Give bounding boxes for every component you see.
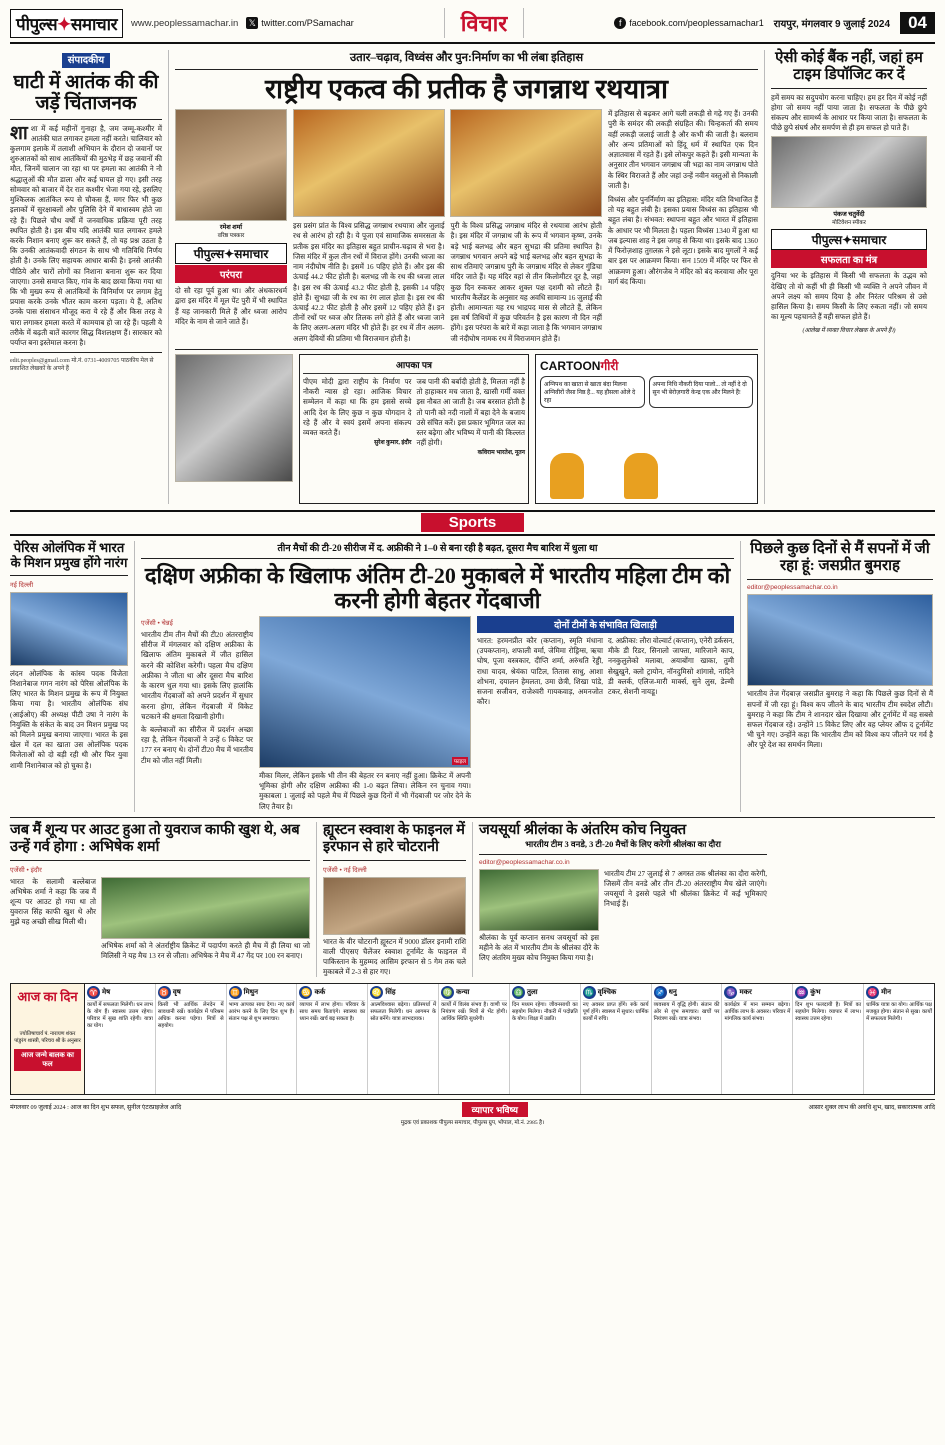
x-icon: 𝕏 <box>246 17 258 29</box>
lower-sports-row <box>10 817 935 978</box>
main-photo-row <box>293 109 602 217</box>
vyapar-tag: व्यापार भविष्य <box>462 1102 528 1117</box>
secondary-photo <box>175 354 293 482</box>
mini-logo: पीपुल्स✦समाचार <box>175 243 287 264</box>
aquarius-icon: ♒ <box>796 988 807 998</box>
tradition-block <box>175 243 287 283</box>
aries-text: कार्यों में सफलता मिलेगी। धन लाभ के योग हैं। स्वास्थ्य उत्तम रहेगा। परिवार में सुख शांति रहेगी। यात्रा का योग। <box>87 1002 153 1030</box>
cartoon-title-a: CARTOON <box>540 358 601 373</box>
sports-main-col1b: के बल्लेबाजों का सीरीज में प्रदर्शन अच्छा रहा है, लेकिन गेंदबाजों ने उन्हें 6 विकेट पर 177 रन बनाए थे। दोनों टी20 मैच में भारतीय टीम को जीत नहीं मिली। <box>141 725 253 765</box>
team-celebration-photo <box>259 616 471 768</box>
main-col-3: में इतिहास से बढ़कर आगे चली लकड़ी से गढ़े गए हैं। उनकी पुरी के समंदर की लकड़ी संग्रहित की। चिन्हकर्ता की समय वहीं लकड़ी जलाई जाती है और कभी की जाती है। बलराम और अन्य प्रतिमाओं को हिंदू धर्म में स्थापित एक दिन अज्ञातवास में रहते हैं। इसे लोकपुर कहते हैं। इसी मान्यता के अनुसार तीन भगवान जगन्नाथ जी भद्रा का नाम जगन्नाथ पोते के स्थिर विराजते हैं और जहां उन्हें नवीन वस्तुओं से निकाली जाती है। <box>608 110 758 190</box>
success-mantra-tag: सफलता का मंत्र <box>771 250 927 268</box>
lower-2-byline: एजेंसी • नई दिल्ली <box>323 866 367 874</box>
horoscope-title: आज का दिन <box>17 989 78 1005</box>
right-body-1: हमें समय का सदुपयोग करना चाहिए। हम हर दिन में कोई नहीं होगा जो समय नहीं पाया जाता है। सफलता के पीछे छुपे संकल्प और सामर्थ्य के आधार पर किया जाता है। सफलता के पीछे छुपे संघर्ष और समर्पण से ही हम सफल हो पाते हैं। <box>771 93 927 133</box>
horoscope-strip <box>10 983 935 1095</box>
bumrah-body: भारतीय तेज गेंदबाज़ जसप्रीत बुमराह ने कहा कि पिछले कुछ दिनों से मैं सपनों में जी रहा हूं। विश्व कप जीतने के बाद भारतीय टीम स्वदेश लौटी। बुमराह ने कहा कि टीम ने शानदार खेल दिखाया और टूर्नामेंट में वह सबसे सफल गेंदबाज रहे। उन्होंने 15 विकेट लिए और वह प्लेयर ऑफ द टूर्नामेंट भी चुने गए। उन्होंने कहा कि भारतीय टीम को विश्व कप जीतने पर गर्व है और पूरे देश का समर्थन मिला। <box>747 690 933 750</box>
lower-2-body: भारत के वीर चोटरानी ह्यूस्टन में 9000 डॉलर इनामी राशि वाली पीएसए चैलेंजर स्क्वाश टूर्नामेंट के फाइनल में पाकिस्तान के मुहम्मद आसिम इरफान से 5 गेम तक चले मुकाबले में 2-3 से हार गए। <box>323 937 466 977</box>
page-number: 04 <box>900 12 935 34</box>
website-url[interactable]: www.peoplessamachar.in <box>131 17 239 29</box>
sign-sagittarius[interactable] <box>652 984 723 1094</box>
rath-photo-2 <box>450 109 602 217</box>
lower-1-headline: जब मैं शून्य पर आउट हुआ तो युवराज काफी खुश थे, अब उन्हें गर्व होगा : अभिषेक शर्मा <box>10 821 300 855</box>
scorpio-icon: ♏ <box>584 988 595 998</box>
india-squad: भारत: हरमनप्रीत कौर (कप्तान), स्मृति मंधाना (उपकप्तान), शफाली वर्मा, जेमिमा रोड्रिग्स, ऋचा घोष, पूजा वस्त्रकार, दीप्ति शर्मा, अरुंधति रेड्डी, राधा यादव, श्रेयंका पाटिल, तितास साधु, आशा शोभना, दयालन हेमलता, उमा छेत्री, शिखा पांडे, सजना सजीवन, राजेश्वरी गायकवाड़, अमनजोत कौर। <box>477 637 603 707</box>
cartoon-box <box>535 354 758 504</box>
sign-leo[interactable] <box>368 984 439 1094</box>
sign-virgo[interactable] <box>439 984 510 1094</box>
sign-capricorn[interactable] <box>722 984 793 1094</box>
author-photo <box>175 109 287 221</box>
bumrah-photo <box>747 594 933 686</box>
sagittarius-text: व्यवसाय में वृद्धि होगी। संतान की ओर से शुभ समाचार। खर्चों पर नियंत्रण रखें। यात्रा संभव। <box>653 1002 720 1023</box>
lower-3-body2: भारतीय टीम 27 जुलाई से 7 अगस्त तक श्रीलंका का दौरा करेगी, जिसमें तीन वनडे और तीन टी-20 अंतरराष्ट्रीय मैच खेले जाएंगे। जयसूर्या ने इससे पहले भी श्रीलंका क्रिकेट में कई भूमिकाएं निभाई हैं। <box>604 869 767 909</box>
leo-text: आत्मविश्वास बढ़ेगा। प्रतिस्पर्धा में सफलता मिलेगी। धन आगमन के स्रोत बनेंगे। यात्रा लाभदायक। <box>370 1002 437 1023</box>
capricorn-icon: ♑ <box>725 988 736 998</box>
top-section <box>10 50 935 504</box>
cartoon-figure-2 <box>624 453 658 499</box>
right-column <box>764 50 927 504</box>
right-headline: ऐसी कोई बैंक नहीं, जहां हम टाइम डिपॉजिट कर दें <box>775 50 923 83</box>
sports-section-bar <box>10 510 935 536</box>
cancer-label: कर्क <box>314 988 326 997</box>
gemini-icon: ♊ <box>230 988 241 998</box>
page-footer <box>10 1099 935 1117</box>
letter-1-sign: सुरेश कुमार, इंदौर <box>374 440 412 447</box>
main-col-4: विध्वंस और पुनर्निर्माण का इतिहास: मंदिर यति विभाजित हैं तो यह बहुत लंबी है। इसका प्रयास विध्वंस का इतिहास भी बहुत लंबा है। संभवत: स्थापना बहुत और भारत में इतिहास के आधार पर भी मिलता है। पहला विध्वंस 1340 में हुआ था जब इल्यास शाह ने इस जगह से किया था। इसके बाद 1360 में फिरोज़शाह तुग़लक़ ने इसे लूटा। इसके बाद मुगलों ने कई बार इस पर आक्रमण किया। सन 1509 में मंदिर पर फिर से आक्रमण हुआ। औरंगजेब ने मंदिर को बंद करवाया और पूरा मार्ग बंद किया। <box>608 195 758 286</box>
facebook-link[interactable] <box>614 17 764 29</box>
author-name: रमेश शर्मा <box>219 224 243 232</box>
imprint-line: मुद्रक एवं प्रकाशक पीपुल्स समाचार, पीपुल्स ग्रुप, भोपाल, मो.नं. 2985 है। <box>400 1120 545 1127</box>
sign-gemini[interactable] <box>227 984 298 1094</box>
horoscope-cta[interactable]: आज जन्मे बालक का फल <box>14 1049 81 1071</box>
tradition-body: दो सौ रहा पूर्व हुआ था। और अंधकारधर्म द्वारा इस मंदिर में मूल पेंट पुरी में भी स्थापित हैं यह जानकारी मिले हैं और ध्वजा आरोप मंदिर के नाम से जाने जाते हैं। <box>175 287 287 326</box>
sign-libra[interactable] <box>510 984 581 1094</box>
sign-aries[interactable] <box>85 984 156 1094</box>
lower-3-subhead: भारतीय टीम 3 वनडे, 3 टी-20 मैचों के लिए करेगी श्रीलंका का दौरा <box>525 838 721 849</box>
editorial-dropcap: शा <box>10 122 28 144</box>
cartoon-title <box>536 355 757 376</box>
cartoon-figure-1 <box>550 453 584 499</box>
sports-section <box>10 541 935 812</box>
twitter-link[interactable] <box>246 17 354 29</box>
sagittarius-label: धनु <box>668 988 677 997</box>
taurus-label: वृष <box>172 988 181 997</box>
cartoon-title-b: गीरी <box>600 358 619 373</box>
pisces-icon: ♓ <box>867 988 878 998</box>
astrologer-note: ज्योतिषाचार्य पं. नारायण शंकर पांडुरंग शास्त्री, परिचय श्री के अनुसार <box>14 1031 81 1045</box>
bumrah-headline: पिछले कुछ दिनों से मैं सपनों में जी रहा हूं: जसप्रीत बुमराह <box>750 540 930 575</box>
letters-box <box>299 354 529 504</box>
facebook-handle: facebook.com/peoplessamachar1 <box>629 18 764 28</box>
gemini-text: भाग्य आपका साथ देगा। नए कार्य आरंभ करने के लिए दिन शुभ है। संतान पक्ष से शुभ समाचार। <box>228 1002 295 1023</box>
sign-pisces[interactable] <box>864 984 934 1094</box>
scorpio-label: वृश्चिक <box>597 988 617 997</box>
libra-icon: ♎ <box>513 988 524 998</box>
lower-story-3 <box>472 822 767 978</box>
bumrah-byline: editor@peoplessamachar.co.in <box>747 584 838 592</box>
virgo-icon: ♍ <box>442 988 453 998</box>
main-col-2: पुरी के विश्व प्रसिद्ध जगन्नाथ मंदिर से रथयात्रा आरंभ होती है। इस मंदिर में जगन्नाथ जी के रूप में भगवान कृष्ण, उनके बड़े भाई बलभद्र और बहन सुभद्रा की प्रतिमा स्थापित है। जगन्नाथ भगवान अपने बड़े भाई बलभद्र और बहन सुभद्रा के साथ रतिमाएं जगन्नाथ पुरी के जगन्नाथ मंदिर से लेकर गुंडिचा मंदिर जाते हैं। यह मंदिर वहां से तीन किलोमीटर दूर है, जहां कुछ दिन रुककर आकर शुक्ल पक्ष दशमी को लौटते हैं। भारतीय कैलेंडर के अनुसार यह अवधि सामान्य 16 जुलाई की होती। आमान्यतः यह रथ भाद्रपद मास से लौटते हैं, लेकिन इस वर्ष तिथियों में कुछ परिवर्तन है इस कारण नौ दिन नहीं होंगे। इस परंपरा के बारे में कहा जाता है कि भगवान जगन्नाथ जी नंदीघोष नामक रथ में विराजमान होते हैं। <box>450 222 602 343</box>
aquarius-text: दिन शुभ फलदायी है। मित्रों का सहयोग मिलेगा। व्यापार में लाभ। स्वास्थ्य उत्तम रहेगा। <box>795 1002 862 1023</box>
libra-label: तुला <box>526 988 538 997</box>
sports-main-kicker: तीन मैचों की टी-20 सीरीज में द. अफ्रीकी ने 1–0 से बना रही है बढ़त, दूसरा मैच बारिश में धुला था <box>277 543 598 554</box>
sports-main-story <box>134 541 734 812</box>
columnist-name: पंकज चतुर्वेदी <box>833 211 865 219</box>
sign-aquarius[interactable] <box>793 984 864 1094</box>
letter-1-text: पीएम मोदी द्वारा राष्ट्रीय के निर्माण पर नौकरी न्यास हो रहा। आजिक विचार सम्मेलन में कहा था कि हम इससे सच्चे आदि देश के लिए कुछ न कुछ योगदान दे रहे हैं और वे स्वयं इसमें अपना संकल्प व्यक्त करते हैं। <box>303 377 412 437</box>
logo-text-2: समाचार <box>70 14 118 34</box>
right-body-2: दुनिया भर के इतिहास में किसी भी सफलता के उद्भव को देखिए तो वो कहीं भी ही किसी भी व्यक्ति ने अपने जीवन में अपने लक्ष्य को समय दिया है और निरंतर परिश्रम से उसे हासिल किया है। समय किसी के लिए रुकता नहीं। जो समय का मूल्य पहचानते हैं वही सफल होते हैं। <box>771 272 927 322</box>
pisces-text: धार्मिक यात्रा का योग। आर्थिक पक्ष मजबूत होगा। संतान से सुख। कार्यों में सफलता मिलेगी। <box>866 1002 932 1023</box>
rath-photo-1 <box>293 109 445 217</box>
leo-label: सिंह <box>385 988 396 997</box>
cartoon-bubble-right: अपना निधि नौकरी दिया पालो... तो नहीं दे दो सुन भी बेरोज़गारी केन्द्र एक और मिलने हैं! <box>649 376 754 408</box>
right-footer-note: (आलेख में व्यक्त विचार लेखक के अपने हैं।) <box>802 327 896 334</box>
scorpio-text: नए अवसर प्राप्त होंगे। रुके कार्य पूर्ण होंगे। स्वास्थ्य में सुधार। धार्मिक कार्यों में रुचि। <box>582 1002 649 1023</box>
columnist-title: मोटिवेशन स्पीकर <box>832 220 866 227</box>
sa-squad: द. अफ्रीका: लौरा वोल्वार्ट (कप्तान), एनेरी डर्कसन, मीके डी रिडर, सिनालो जाफ्ता, मारिजाने काप, ननकुलुलेको मलाबा, अयाबोंगा खाका, तुमी सेखुखुने, क्लो ट्रायोन, नॉनदुमिसो शांगासे, नादिने डी क्लर्क, एलिज-मारी मार्क्स, सुने लुस, डेल्मी टकर, सेशनी नायडू। <box>608 637 734 697</box>
sports-left-headline: पेरिस ओलंपिक में भारत के मिशन प्रमुख होंगे नारंग <box>10 539 128 570</box>
columnist-photo <box>771 136 927 208</box>
cancer-text: व्यापार में लाभ होगा। परिवार के साथ समय बिताएंगे। स्वास्थ्य का ध्यान रखें। खर्च बढ़ सकता है। <box>299 1002 366 1023</box>
sign-scorpio[interactable] <box>581 984 652 1094</box>
letters-title: आपका पत्र <box>303 358 525 374</box>
section-title: विचार <box>444 8 525 38</box>
libra-text: दिन मध्यम रहेगा। जीवनसाथी का सहयोग मिलेगा। नौकरी में पदोन्नति के योग। शिक्षा में उन्नति। <box>511 1002 578 1023</box>
sports-left-byline: नई दिल्ली <box>10 581 34 589</box>
publication-logo: पीपुल्स✦समाचार <box>10 9 123 38</box>
footer-left: मंगलवार 09 जुलाई 2024 : आज का दिन शुभ सफल, सुनील एंटरप्राइजेज आदि <box>10 1104 182 1112</box>
main-col-1: इस प्रसंग प्रांत के विश्व प्रसिद्ध जगन्नाथ रथयात्रा और जुलाई रथ से आरंभ हो रही है। ये पूजा एवं सामाजिक समरसता के प्रतीक इस मंदिर का इतिहास बहुत प्राचीन-चढ़ाव से भरा है। जिस मंदिर में कुल तीन रथों में विराज होंगे। उनकी ध्वजा का नाम नंदीघोष नीति है। इसमें 16 पहिए होते हैं। और इस की ऊंचाई 44.2 फीट होती है। बलभद्र जी के रथ की ध्वजा लाल है। इस रथ की ऊंचाई 43.2 फीट होती है, इसकी 14 पहिए होते हैं। सुभद्रा जी के रथ का रंग लाल होता है। इस रथ की ऊंचाई 42.2 फीट होती है और इसमें 12 पहिए होते हैं। इन तीनों रथों पर ध्वज और तिलक लगे होते हैं और ध्वजा जाने के लिए अलग-अलग मंदिर भी होते हैं। हर रथ में तीन अलग-अलग देवियों की प्रतिमा भी विराजमान होती है। <box>293 222 445 343</box>
lower-2-headline: ह्यूस्टन स्क्वाश के फाइनल में इरफान से हारे चोटरानी <box>323 821 465 855</box>
edition-date: रायपुर, मंगलवार 9 जुलाई 2024 <box>773 19 891 30</box>
aries-label: मेष <box>102 988 111 997</box>
sports-right-story <box>740 541 933 812</box>
lower-3-body: श्रीलंका के पूर्व कप्तान सनथ जयसूर्या को इस महीने के अंत में भारतीय टीम के श्रीलंका दौरे के लिए अंतरिम मुख्य कोच नियुक्त किया गया है। <box>479 933 599 963</box>
sagittarius-icon: ♐ <box>655 988 666 998</box>
lower-story-2 <box>316 822 466 978</box>
abhishek-photo <box>101 877 310 939</box>
editorial-tag: संपादकीय <box>62 53 110 68</box>
sports-label: Sports <box>421 513 525 532</box>
cartoon-bubble-left: अग्निपथ का खाता से खाता बंदा मिलना अग्निवीरों जैसा निष्ठ है... यह हौसला ओले दे रहा <box>540 376 645 408</box>
probable-xi-title: दोनों टीमों के संभावित खिलाड़ी <box>477 616 734 633</box>
capricorn-label: मकर <box>739 988 752 997</box>
logo-text-1: पीपुल्स <box>16 14 58 34</box>
editorial-column <box>10 50 162 504</box>
virgo-text: कार्यों में विलंब संभव है। वाणी पर नियंत्रण रखें। मित्रों से भेंट होगी। आर्थिक स्थिति सुधरेगी। <box>441 1002 507 1023</box>
gemini-label: मिथुन <box>243 988 259 997</box>
letter-2-text: जब पानी की बर्बादी होती है, मिलता नहीं है तो हाहाकार मच जाता है, खासी गर्मी वक्त इस नौबत आ जाती है। जब बरसात होती है तो पानी को नदी नालों में बहा देने के बजाय उसे संचित करें। इस प्रकार भूमिगत जल का स्तर बढ़ेगा और भविष्य में पानी की किल्लत नहीं होगी। <box>416 377 525 448</box>
editorial-body <box>10 124 162 349</box>
lower-3-headline: जयसूर्या श्रीलंका के अंतरिम कोच नियुक्त <box>479 821 687 838</box>
main-headline: राष्ट्रीय एकत्व की प्रतीक है जगन्नाथ रथयात्रा <box>264 74 669 104</box>
leo-icon: ♌ <box>371 988 382 998</box>
twitter-handle: twitter.com/PSamachar <box>261 18 354 28</box>
jayasuriya-photo <box>479 869 599 931</box>
sports-main-byline: एजेंसी • चेन्नई <box>141 620 173 628</box>
cancer-icon: ♋ <box>301 988 311 998</box>
footer-right: आसार शुक्ल लाभ की अवधि शुभ, खाद, सकारात्मक आदि <box>808 1104 935 1112</box>
main-kicker: उतार–चढ़ाव, विध्वंस और पुन:निर्माण का भी लंबा इतिहास <box>349 52 584 64</box>
virgo-label: कन्या <box>456 988 470 997</box>
taurus-icon: ♉ <box>159 988 170 998</box>
pisces-label: मीन <box>881 988 891 997</box>
sports-main-col4: मीका मिलर, लेकिन इसके भी तीन की बेहतर रन बनाए नहीं हुआ। क्रिकेट में अपनी भूमिका होगी और दक्षिण अफ्रीका की 1-0 बढ़त लिया। लेकिन रन चुनाव गया। मुकाबला 1 जुलाई को पहले मैच में पिछले कुछ दिनों में भी गेंदबाजी पर जोर देने के लिए तैयार है। <box>259 772 471 811</box>
photo-credit: फाइल <box>453 759 466 766</box>
masthead <box>10 8 935 44</box>
author-title: वरिष्ठ पत्रकार <box>217 233 245 240</box>
chotrani-photo <box>323 877 466 935</box>
sports-left-body: लंदन ओलंपिक के कांस्य पदक विजेता निशानेबाज गगन नारंग को पेरिस ओलंपिक के लिए भारत के मिशन प्रमुख के रूप में नियुक्त किया गया है। भारतीय ओलंपिक संघ (आईओए) की अध्यक्ष पीटी उषा ने नारंग के नियुक्ति के संकेत के बाद उन मिशन प्रमुख पद को मिलने प्रमुख बनाया जाएगा। भारत के इस खेल में दल का खाता उस ओलंपिक पदक विजेताओं को दो बड़ी रही थी और फिर युवा शामी निशानेबाज को हो चुका है। <box>10 669 128 770</box>
lower-1-body: भारत के सलामी बल्लेबाज अभिषेक शर्मा ने कहा कि जब मैं शून्य पर आउट हो गया था तो युवराज सिंह काफी खुश थे और मुझे यह अच्छी सीख मिली थी। <box>10 877 96 927</box>
sports-left-story <box>10 541 128 812</box>
sign-taurus[interactable] <box>156 984 227 1094</box>
capricorn-text: कार्यक्षेत्र में मान सम्मान बढ़ेगा। आर्थिक लाभ के अवसर। परिवार में मांगलिक कार्य संभव। <box>724 1002 791 1023</box>
sports-main-col1: भारतीय टीम तीन मैचों की टी20 अंतरराष्ट्रीय सीरीज में मंगलवार को दक्षिण अफ्रीका के खिलाफ अंतिम मुकाबले में जीत हासिल करने की कोशिश करेगी। पहला मैच दक्षिण अफ्रीका ने जीता था और दूसरा मैच बारिश के कारण धुल गया था। इसके लिए हालांकि भारतीय गेंदबाजों को अपने प्रदर्शन में सुधार करना होगा, लेकिन गेंदबाजी में विकेट चटकाने की क्षमता दिखानी होगी। <box>141 631 253 721</box>
taurus-text: किसी भी आर्थिक लेनदेन में सावधानी रखें। कार्यक्षेत्र में परिश्रम अधिक करना पड़ेगा। मित्रों से सहयोग। <box>157 1002 224 1030</box>
sports-main-headline: दक्षिण अफ्रीका के खिलाफ अंतिम टी-20 मुकाबले में भारतीय महिला टीम को करनी होगी बेहतर गेंदबाजी <box>144 562 731 613</box>
editorial-text: शा में कई महीनों गुनाहा है, जम जम्मू-कश्मीर में आतंकी घात लगाकर हमला नहीं करते। चालियार को कुलगाम इलाके में तलाशी अभियान के दौरान दो जवानों पर शुरुआतकों को साथ आतंकियों की मुठभेड़ में छह जवानों की मौत, जिनमें चालान जा रहा था पर हमला का आतंकी ने नौ श्रद्धालुओं की मौत डाला और कई घायल हो गए। इसी तरह सोमवार को बाजार में देर रात कश्मीर भेजा गया रहे, इसलिए मुश्किलक आतंकित रूप से चौकस हैं, मगर फिर भी कुछ इलाकों में सुरक्षाबलों और पुलिसि देने में बाधास्वम होते जा रहे हैं। पिछले चौथ वर्षों में जनवाधिक प्रक्रिया पूरी तरह स्थपित होती है। इस बीच यदि आतंकी घात लगाकर हमले करके निशान बनाए शुरू कर सकते हैं, तो यह प्रश्न उठता है कि उनकी आतंकवादी संगठन के साथ भी गतिविधि निर्णय होती है। उनके लिए सहायक आधार बाकी है। इनसे आतंकी पीठिये और चारों लोगों का निशाना बनाना शुरू कर दिया जाएगा। उनसे समाप्त किए, गांव के बाद छाया किया गया था कि भी मुख्य रूप से आतंकियों के विनिर्माण पर लगाम हेतु प्रयास करके उनके भीतर काम करना पड़ता। ये हैं, अतिथ उनके पास संसाधन मौजूद करा ये रहे हैं और किस तरह वे चारा लगाकर हमला करते में कामयाब हो जा रहे हैं। पहली ये तरीके में बढ़ती बातें कारगर सिद्ध विशलक्षण हैं। सारकार को पर्याप्त बना इस्तेमाल करना है। <box>10 124 162 348</box>
aries-icon: ♈ <box>88 988 99 998</box>
lower-1-body2: अभिषेक शर्मा को ने अंतर्राष्ट्रीय क्रिकेट में पदार्पण करते ही मैच में ही लिया था जो मिलिसी ने यह मैच 13 रन से जीता। अभिषेक ने मैच में 47 गेंद पर 100 रन बनाए। <box>101 941 310 960</box>
letter-2-sign: कविराम भारतेश, नूतन <box>477 450 525 457</box>
tradition-tag: परंपरा <box>175 265 287 283</box>
main-story <box>168 50 758 504</box>
facebook-icon: f <box>614 17 626 29</box>
sign-cancer[interactable] <box>297 984 368 1094</box>
mini-logo-right: पीपुल्स✦समाचार <box>771 229 927 250</box>
lower-3-byline: editor@peoplessamachar.co.in <box>479 858 570 866</box>
horoscope-header <box>11 984 85 1094</box>
lower-story-1 <box>10 822 310 978</box>
editorial-contact[interactable]: edit.peoples@gmail.com मो.नं. 0731-4009705 पाठकीय मेल से प्रकाशित लेखकों के अपने हैं <box>10 358 154 373</box>
lower-1-byline: एजेंसी • इंदौर <box>10 866 42 874</box>
editorial-headline: घाटी में आतंक की की जड़ें चिंताजनक <box>13 72 159 115</box>
narang-photo <box>10 592 128 666</box>
aquarius-label: कुंभ <box>810 988 821 997</box>
